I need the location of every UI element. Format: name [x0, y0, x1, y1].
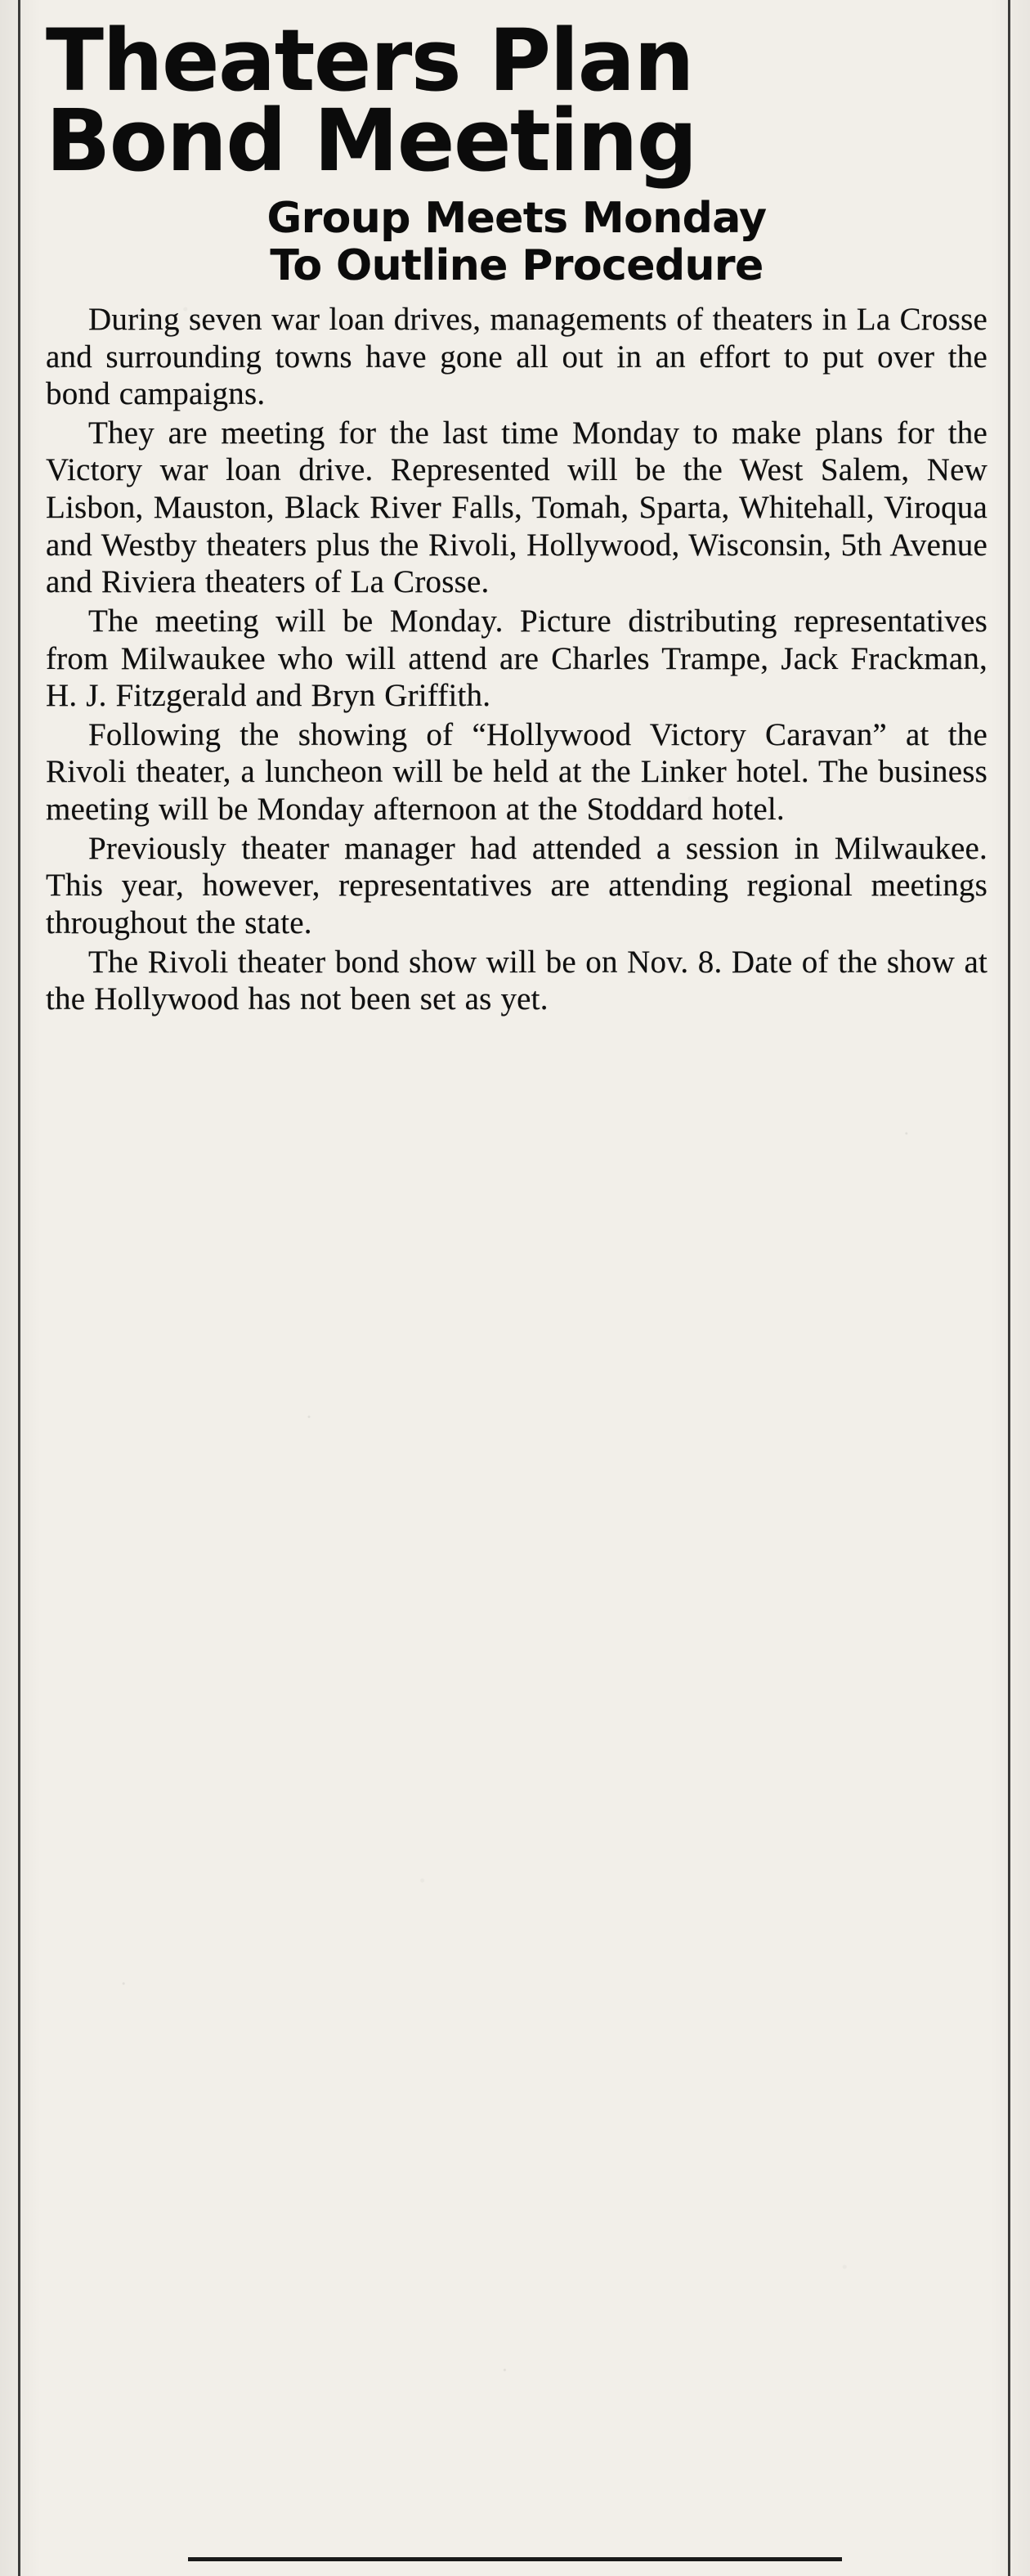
headline-line-2: Bond Meeting — [46, 90, 696, 191]
article-body — [46, 301, 987, 1018]
article-column — [46, 11, 987, 1018]
article-paragraph: The meeting will be Monday. Picture distributing representatives from Milwaukee who will attend are Charles Trampe, Jack Frackman, H. J. Fitzgerald and Bryn Griffith. — [46, 603, 987, 714]
headline-line-1: Theaters Plan — [46, 11, 693, 110]
column-rule-left — [18, 0, 20, 2576]
article-paragraph: During seven war loan drives, managements of theaters in La Crosse and surrounding towns have gone all out in an effort to put over the bond campaigns. — [46, 301, 987, 412]
article-paragraph: Following the showing of “Hollywood Victory Caravan” at the Rivoli theater, a luncheon will be held at the Linker hotel. The business meeting will be Monday afternoon at the Stoddard hotel. — [46, 716, 987, 828]
subhead-line-2: To Outline Procedure — [270, 240, 764, 290]
article-paragraph: They are meeting for the last time Monday to make plans for the Victory war loan drive. Represented will be the West Salem, New Lisbon, Mauston, Black River Falls, Tomah, Sparta, Whitehall, Viroqua and Westby theaters plus the Rivoli, Hollywood, Wisconsin, 5th Avenue and Riviera theaters of La Crosse. — [46, 415, 987, 600]
page-title — [46, 11, 987, 191]
article-paragraph: The Rivoli theater bond show will be on Nov. 8. Date of the show at the Hollywood has not been set as yet. — [46, 944, 987, 1017]
article-end-rule — [188, 2557, 842, 2561]
article-paragraph: Previously theater manager had attended a session in Milwaukee. This year, however, representatives are attending regional meetings throughout the state. — [46, 830, 987, 940]
column-rule-right — [1008, 0, 1010, 2576]
subhead-line-1: Group Meets Monday — [266, 193, 767, 243]
article-subhead — [46, 195, 987, 289]
